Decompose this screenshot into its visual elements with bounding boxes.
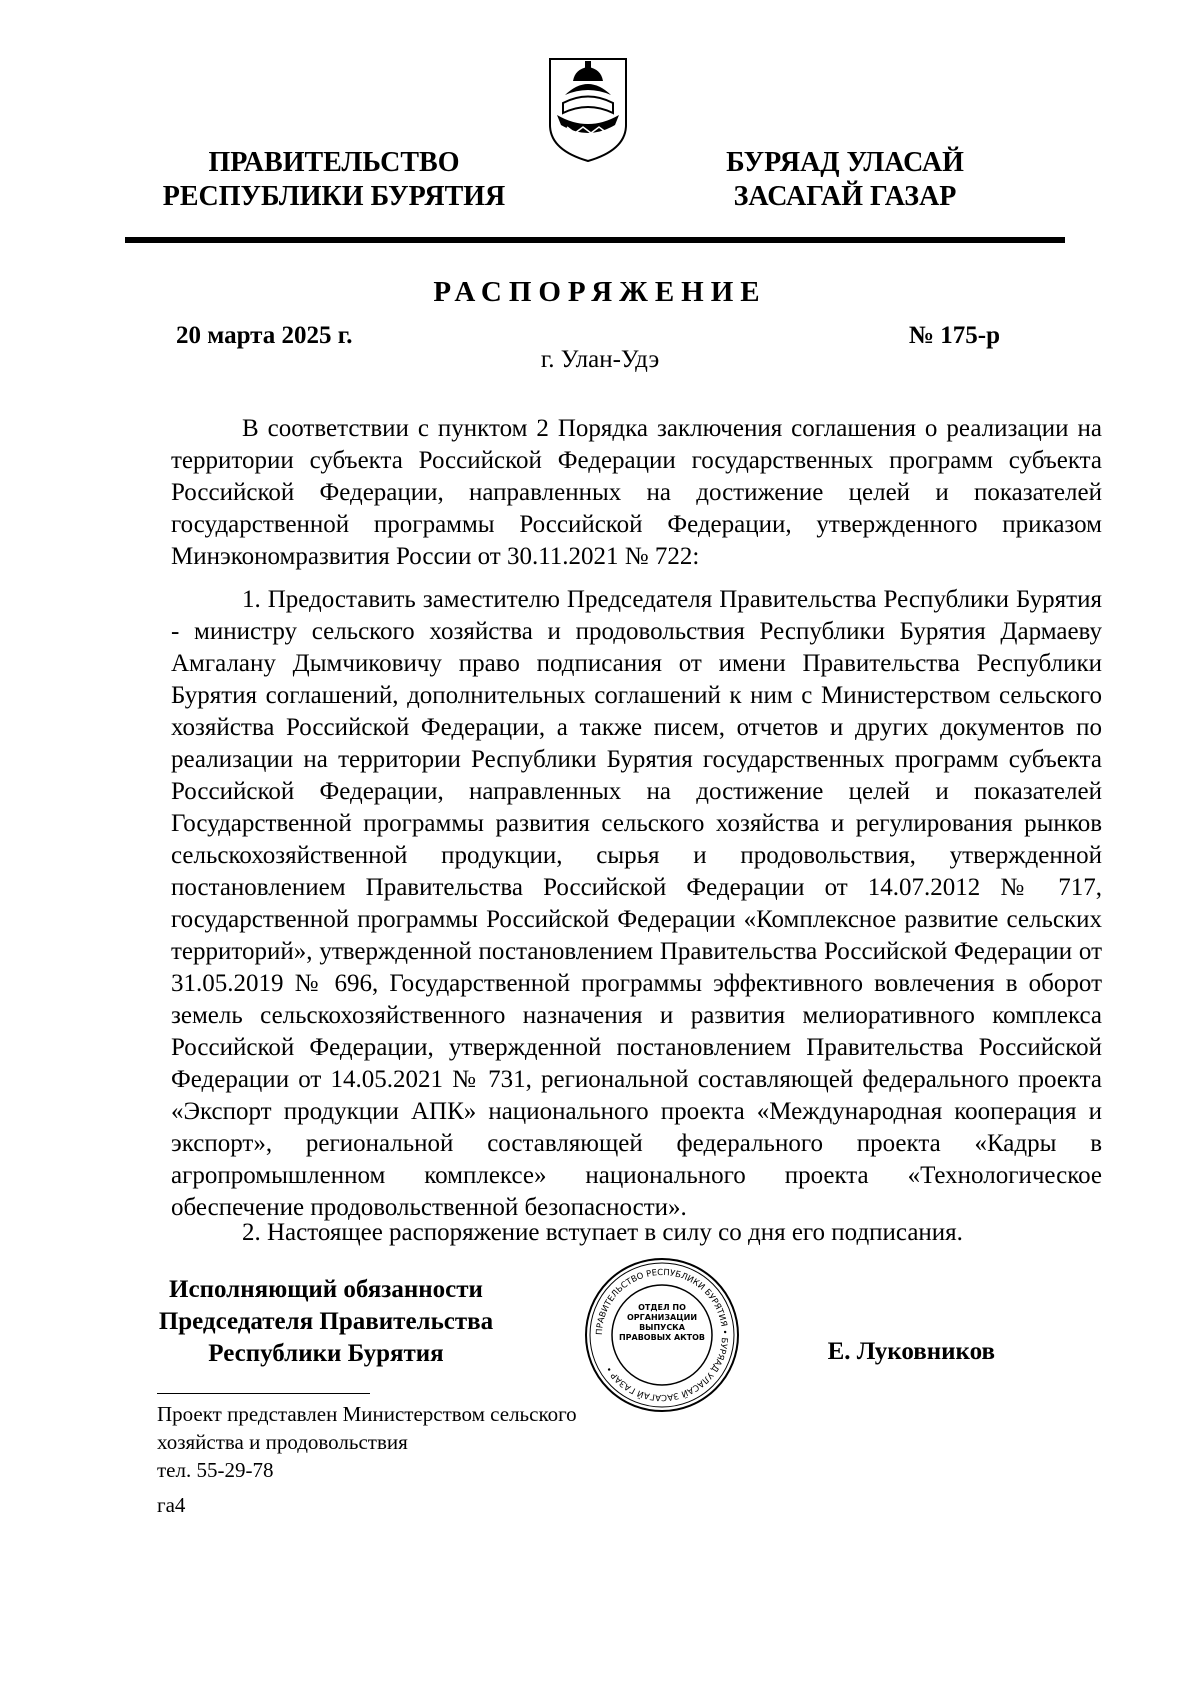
- signatory-position-line2: Председателя Правительства: [158, 1308, 494, 1335]
- header-right-line1: БУРЯАД УЛАСАЙ: [726, 147, 964, 178]
- footer-divider: [157, 1393, 370, 1394]
- item2-paragraph: 2. Настоящее распоряжение вступает в силу со дня его подписания.: [242, 1219, 963, 1246]
- coat-of-arms-emblem: [545, 55, 631, 165]
- header-right-line2: ЗАСАГАЙ ГАЗАР: [733, 181, 957, 212]
- signatory-position-line1: Исполняющий обязанности: [169, 1276, 483, 1303]
- item1-paragraph: 1. Предоставить заместителю Председателя Правительства Республики Бурятия - министру сельского хозяйства и продовольствия Республики Бурятия Дармаеву Амгалану Дымчиковичу право подписания от имени Правительства Республики Бурятия соглашений, дополнительных соглашений к ним с Министерством сельского хозяйства Российской Федерации, а также писем, отчетов и других документов по реализации на территории Республики Бурятия государственных программ субъекта Российской Федерации, направленных на достижение целей и показателей Государственной программы развития сельского хозяйства и регулирования рынков сельскохозяйственной продукции, сырья и продовольствия, утвержденной постановлением Правительства Российской Федерации от 14.07.2012 № 717, государственной программы Российской Федерации «Комплексное развитие сельских территорий», утвержденной постановлением Правительства Российской Федерации от 31.05.2019 № 696, Государственной программы эффективного вовлечения в оборот земель сельскохозяйственного назначения и развития мелиоративного комплекса Российской Федерации, утвержденной постановлением Правительства Российской Федерации от 14.05.2021 № 731, региональной составляющей федерального проекта «Экспорт продукции АПК» национального проекта «Международная кооперация и экспорт», региональной составляющей федерального проекта «Кадры в агропромышленном комплексе» национального проекта «Технологическое обеспечение продовольственной безопасности».: [171, 586, 1102, 1221]
- official-stamp: [582, 1255, 742, 1415]
- signatory-name: Е. Луковников: [827, 1338, 995, 1365]
- header-left-line2: РЕСПУБЛИКИ БУРЯТИЯ: [162, 181, 506, 212]
- stamp-center-text: ОТДЕЛ ПО ОРГАНИЗАЦИИ ВЫПУСКА ПРАВОВЫХ АКТОВ: [618, 1303, 706, 1342]
- header-divider: [125, 237, 1065, 243]
- header-left-line1: ПРАВИТЕЛЬСТВО: [208, 147, 460, 178]
- preamble-block: [171, 413, 1102, 573]
- item2-block: [171, 1217, 1102, 1249]
- item1-block: [171, 584, 1102, 1224]
- preamble-paragraph: В соответствии с пунктом 2 Порядка заключения соглашения о реализации на территории субъекта Российской Федерации государственных программ субъекта Российской Федерации, направленных на достижение целей и показателей государственной программы Российской Федерации, утвержденного приказом Минэкономразвития России от 30.11.2021 № 722:: [171, 415, 1102, 570]
- signatory-position-line3: Республики Бурятия: [208, 1340, 444, 1367]
- document-city: г. Улан-Удэ: [540, 346, 660, 373]
- stamp-ring-text: ПРАВИТЕЛЬСТВО РЕСПУБЛИКИ БУРЯТИЯ • БУРЯАД УЛАСАЙ ЗАСАГАЙ ГАЗАР •: [594, 1267, 730, 1403]
- footer-line1: Проект представлен Министерством сельского: [157, 1402, 577, 1426]
- document-code: га4: [157, 1493, 186, 1517]
- footer-line2: хозяйства и продовольствия: [157, 1430, 408, 1454]
- document-number: № 175-р: [908, 322, 1000, 349]
- document-date: 20 марта 2025 г.: [176, 322, 353, 349]
- document-title: РАСПОРЯЖЕНИЕ: [433, 276, 767, 308]
- footer-line3: тел. 55-29-78: [157, 1458, 274, 1482]
